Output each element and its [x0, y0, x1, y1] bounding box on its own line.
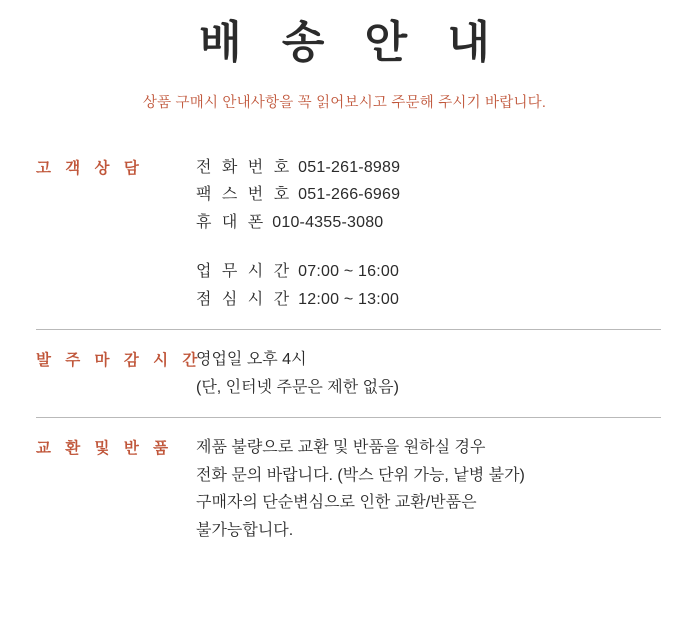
section-label-exchange-return: 교 환 및 반 품 [36, 440, 174, 458]
contact-label-phone: 전 화 번 호 [196, 158, 293, 176]
page-subtitle: 상품 구매시 안내사항을 꼭 읽어보시고 주문해 주시기 바랍니다. [142, 94, 547, 111]
divider-1 [36, 329, 661, 330]
contact-value-mobile: 010-4355-3080 [272, 213, 384, 231]
hours-label-business: 업 무 시 간 [196, 263, 293, 281]
section-exchange-return [0, 434, 689, 544]
contact-row-fax [196, 181, 657, 209]
exchange-return-line-4: 불가능합니다. [196, 521, 294, 539]
hours-value-lunch: 12:00 ~ 13:00 [298, 290, 400, 308]
hours-value-business: 07:00 ~ 16:00 [298, 263, 400, 281]
page-title: 배 송 안 내 [199, 18, 504, 67]
contact-row-mobile [196, 209, 657, 237]
section-customer-service [0, 154, 689, 314]
spacer [196, 236, 657, 258]
section-order-deadline [0, 346, 689, 401]
contact-value-phone: 051-261-8989 [298, 158, 401, 176]
contact-value-fax: 051-266-6969 [298, 186, 401, 204]
hours-row-business [196, 258, 657, 286]
section-label-order-deadline: 발 주 마 감 시 간 [36, 352, 203, 370]
contact-row-phone [196, 154, 657, 182]
exchange-return-line-1: 제품 불량으로 교환 및 반품을 원하실 경우 [196, 439, 486, 457]
divider-2 [36, 417, 661, 418]
order-deadline-line-2: (단, 인터넷 주문은 제한 없음) [196, 378, 399, 396]
contact-label-mobile: 휴 대 폰 [196, 213, 267, 231]
contact-label-fax: 팩 스 번 호 [196, 186, 293, 204]
section-body-order-deadline [196, 346, 657, 401]
exchange-return-line-3: 구매자의 단순변심으로 인한 교환/반품은 [196, 494, 477, 512]
section-body-customer-service [196, 154, 657, 314]
hours-row-lunch [196, 286, 657, 314]
hours-label-lunch: 점 심 시 간 [196, 290, 293, 308]
section-body-exchange-return [196, 434, 657, 544]
exchange-return-line-2: 전화 문의 바랍니다. (박스 단위 가능, 낱병 불가) [196, 466, 525, 484]
order-deadline-line-1: 영업일 오후 4시 [196, 351, 307, 369]
section-label-customer-service: 고 객 상 담 [36, 159, 144, 177]
